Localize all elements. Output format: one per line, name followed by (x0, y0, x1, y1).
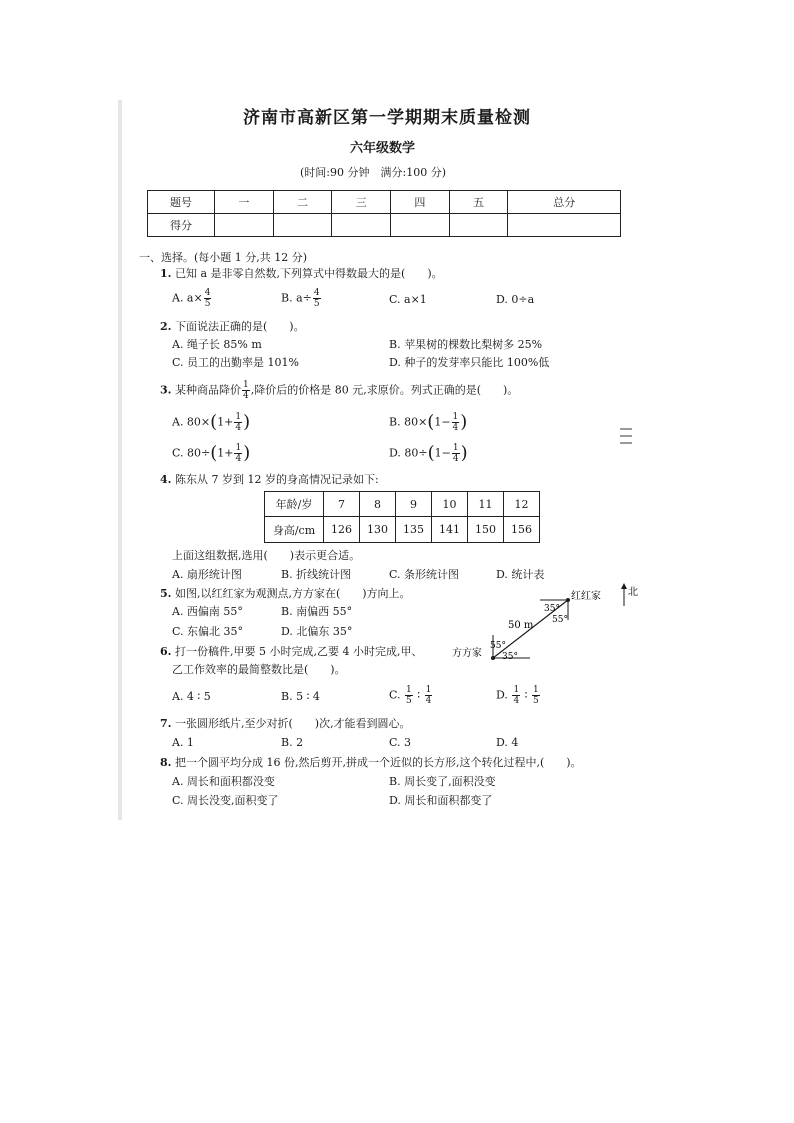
fraction (452, 412, 460, 433)
angle-label: 35° (544, 604, 560, 614)
table-cell: 得分 (148, 214, 215, 237)
side-handle-icon (620, 428, 632, 449)
fang-point (491, 656, 495, 660)
option-text: 1− (434, 415, 451, 429)
score-table (147, 190, 621, 237)
table-cell: 150 (468, 517, 504, 543)
option-text: 1− (434, 446, 451, 460)
fraction (234, 412, 242, 433)
frac-den: 4 (242, 391, 249, 401)
paren: ( (427, 411, 435, 433)
option-text: C. (389, 688, 401, 702)
ratio-colon: ∶ (417, 688, 421, 702)
table-cell: 总分 (508, 191, 621, 214)
frac-num: 1 (452, 443, 459, 453)
fang-label: 方方家 (452, 648, 482, 659)
question-5 (160, 588, 411, 599)
option-text: 1+ (217, 415, 234, 429)
table-cell: 五 (449, 191, 508, 214)
question-6 (160, 646, 422, 657)
table-cell: 二 (273, 191, 332, 214)
option-a[interactable]: A. 周长和面积都没变 (172, 775, 275, 788)
question-number: 2. (160, 320, 172, 333)
table-row (265, 492, 540, 517)
table-row (265, 517, 540, 543)
question-number: 4. (160, 473, 172, 486)
question-8 (160, 757, 582, 768)
option-text: A. a× (172, 291, 203, 305)
paren: ) (243, 411, 251, 433)
score-table-header-row (148, 191, 621, 214)
fraction (512, 685, 520, 706)
frac-num: 4 (204, 288, 211, 298)
question-stem: 某种商品降价 (174, 383, 241, 397)
frac-num: 1 (406, 685, 412, 695)
score-input-cell[interactable] (273, 214, 332, 237)
fraction (204, 288, 212, 309)
option-d[interactable]: D. 种子的发芽率只能比 100%低 (389, 356, 550, 369)
paren: ) (243, 442, 251, 464)
angle-label: 55° (552, 615, 568, 625)
table-cell: 130 (360, 517, 396, 543)
frac-den: 4 (513, 696, 520, 706)
option-c[interactable]: C. a×1 (389, 293, 427, 306)
table-cell: 7 (324, 492, 360, 517)
option-text: A. 80× (172, 415, 211, 429)
paren: ( (210, 442, 218, 464)
option-text: 1+ (217, 446, 234, 460)
option-d[interactable]: D. 北偏东 35° (281, 625, 353, 638)
question-3 (160, 380, 518, 401)
option-a[interactable]: A. 扇形统计图 (172, 568, 242, 581)
fraction (532, 685, 540, 706)
option-b[interactable]: B. 2 (281, 736, 304, 749)
question-1 (160, 268, 443, 279)
option-b[interactable] (389, 412, 467, 433)
frac-den: 4 (425, 696, 432, 706)
score-input-cell[interactable] (215, 214, 274, 237)
table-cell: 一 (215, 191, 274, 214)
option-b[interactable]: B. 南偏西 55° (281, 605, 353, 618)
option-a[interactable]: A. 1 (172, 736, 194, 749)
option-text: B. 80× (389, 415, 428, 429)
frac-den: 4 (235, 423, 242, 433)
score-table-score-row (148, 214, 621, 237)
height-table (264, 491, 540, 543)
table-cell: 题号 (148, 191, 215, 214)
question-number: 5. (160, 587, 172, 600)
option-text: C. 80÷ (172, 446, 211, 460)
option-b[interactable]: B. 苹果树的棵数比梨树多 25% (389, 338, 543, 351)
fraction (452, 443, 460, 464)
option-d[interactable]: D. 统计表 (496, 568, 545, 581)
ratio-colon: ∶ (524, 688, 528, 702)
section-title: 一、选择。(每小题 1 分,共 12 分) (139, 251, 308, 264)
table-cell: 135 (396, 517, 432, 543)
question-2 (160, 321, 305, 332)
option-text: D. 80÷ (389, 446, 428, 460)
table-cell: 12 (504, 492, 540, 517)
option-a[interactable]: A. 绳子长 85% m (172, 338, 262, 351)
table-cell: 身高/cm (265, 517, 324, 543)
option-d[interactable]: D. 周长和面积都变了 (389, 794, 493, 807)
option-a[interactable] (172, 412, 250, 433)
question-7 (160, 718, 411, 729)
question-stem: 陈东从 7 岁到 12 岁的身高情况记录如下: (174, 473, 379, 486)
question-stem: 已知 a 是非零自然数,下列算式中得数最大的是( )。 (174, 267, 443, 280)
page-edge-shadow (118, 100, 122, 820)
question-stem: 把一个圆平均分成 16 份,然后剪开,拼成一个近似的长方形,这个转化过程中,( )。 (174, 756, 582, 769)
fraction (313, 288, 321, 309)
question-followup: 上面这组数据,选用( )表示更合适。 (172, 549, 361, 562)
option-d[interactable] (389, 443, 468, 464)
score-input-cell[interactable] (508, 214, 621, 237)
option-a[interactable]: A. 西偏南 55° (172, 605, 243, 618)
question-number: 7. (160, 717, 172, 730)
fraction (234, 443, 242, 464)
score-input-cell[interactable] (332, 214, 391, 237)
exam-info: (时间:90 分钟 满分:100 分) (300, 166, 446, 179)
frac-num: 1 (425, 685, 432, 695)
question-4 (160, 474, 379, 485)
option-b[interactable]: B. 5 ∶ 4 (281, 690, 320, 703)
question-number: 8. (160, 756, 172, 769)
table-cell: 三 (332, 191, 391, 214)
frac-den: 5 (533, 696, 539, 706)
frac-den: 5 (313, 299, 320, 309)
table-cell: 四 (391, 191, 450, 214)
option-c[interactable]: C. 条形统计图 (389, 568, 460, 581)
question-stem: 下面说法正确的是( )。 (174, 320, 305, 333)
score-input-cell[interactable] (391, 214, 450, 237)
frac-den: 4 (452, 454, 459, 464)
option-b[interactable]: B. 周长变了,面积没变 (389, 775, 496, 788)
option-text: B. a÷ (281, 291, 312, 305)
paren: ( (210, 411, 218, 433)
direction-diagram (440, 580, 640, 690)
frac-den: 5 (406, 696, 412, 706)
frac-num: 1 (235, 443, 242, 453)
option-c[interactable]: C. 周长没变,面积变了 (172, 794, 279, 807)
question-stem: 如图,以红红家为观测点,方方家在( )方向上。 (174, 587, 411, 600)
table-cell: 141 (432, 517, 468, 543)
paren: ) (460, 442, 468, 464)
table-cell: 10 (432, 492, 468, 517)
north-arrowhead-icon (621, 583, 627, 589)
option-text: D. (496, 688, 508, 702)
option-b[interactable]: B. 折线统计图 (281, 568, 352, 581)
frac-den: 5 (204, 299, 211, 309)
table-cell: 11 (468, 492, 504, 517)
table-cell: 126 (324, 517, 360, 543)
option-c[interactable] (389, 685, 433, 706)
option-b[interactable] (281, 288, 322, 309)
frac-den: 4 (235, 454, 242, 464)
option-c[interactable]: C. 员工的出勤率是 101% (172, 356, 299, 369)
hong-label: 红红家 (571, 591, 601, 602)
question-number: 1. (160, 267, 172, 280)
distance-label: 50 m (508, 620, 534, 631)
table-cell: 156 (504, 517, 540, 543)
frac-num: 4 (313, 288, 320, 298)
fraction (425, 685, 433, 706)
frac-num: 1 (533, 685, 539, 695)
option-a[interactable]: A. 4 ∶ 5 (172, 690, 211, 703)
angle-label: 55° (490, 641, 506, 651)
frac-num: 1 (452, 412, 459, 422)
score-input-cell[interactable] (449, 214, 508, 237)
question-stem: 一张圆形纸片,至少对折( )次,才能看到圆心。 (174, 717, 411, 730)
paren: ) (460, 411, 468, 433)
question-stem: 打一份稿件,甲要 5 小时完成,乙要 4 小时完成,甲、 (174, 645, 423, 658)
exam-title: 济南市高新区第一学期期末质量检测 (243, 108, 531, 128)
paren: ( (427, 442, 435, 464)
hong-point (566, 598, 570, 602)
option-c[interactable]: C. 东偏北 35° (172, 625, 244, 638)
frac-num: 1 (235, 412, 242, 422)
frac-num: 1 (513, 685, 520, 695)
option-c[interactable]: C. 3 (389, 736, 412, 749)
question-number: 3. (160, 383, 172, 397)
question-stem: ,降价后的价格是 80 元,求原价。列式正确的是( )。 (250, 383, 519, 397)
table-cell: 年龄/岁 (265, 492, 324, 517)
option-d[interactable]: D. 4 (496, 736, 519, 749)
option-d[interactable]: D. 0÷a (496, 293, 535, 306)
table-cell: 8 (360, 492, 396, 517)
question-number: 6. (160, 645, 172, 658)
frac-num: 1 (242, 380, 249, 390)
angle-label: 35° (502, 652, 518, 662)
fraction (242, 380, 250, 401)
north-label: 北 (628, 587, 638, 598)
exam-subtitle: 六年级数学 (350, 141, 416, 156)
option-d[interactable] (496, 685, 541, 706)
question-stem-cont: 乙工作效率的最简整数比是( )。 (172, 663, 346, 676)
option-c[interactable] (172, 443, 250, 464)
frac-den: 4 (452, 423, 459, 433)
table-cell: 9 (396, 492, 432, 517)
option-a[interactable] (172, 288, 212, 309)
fraction (405, 685, 413, 706)
